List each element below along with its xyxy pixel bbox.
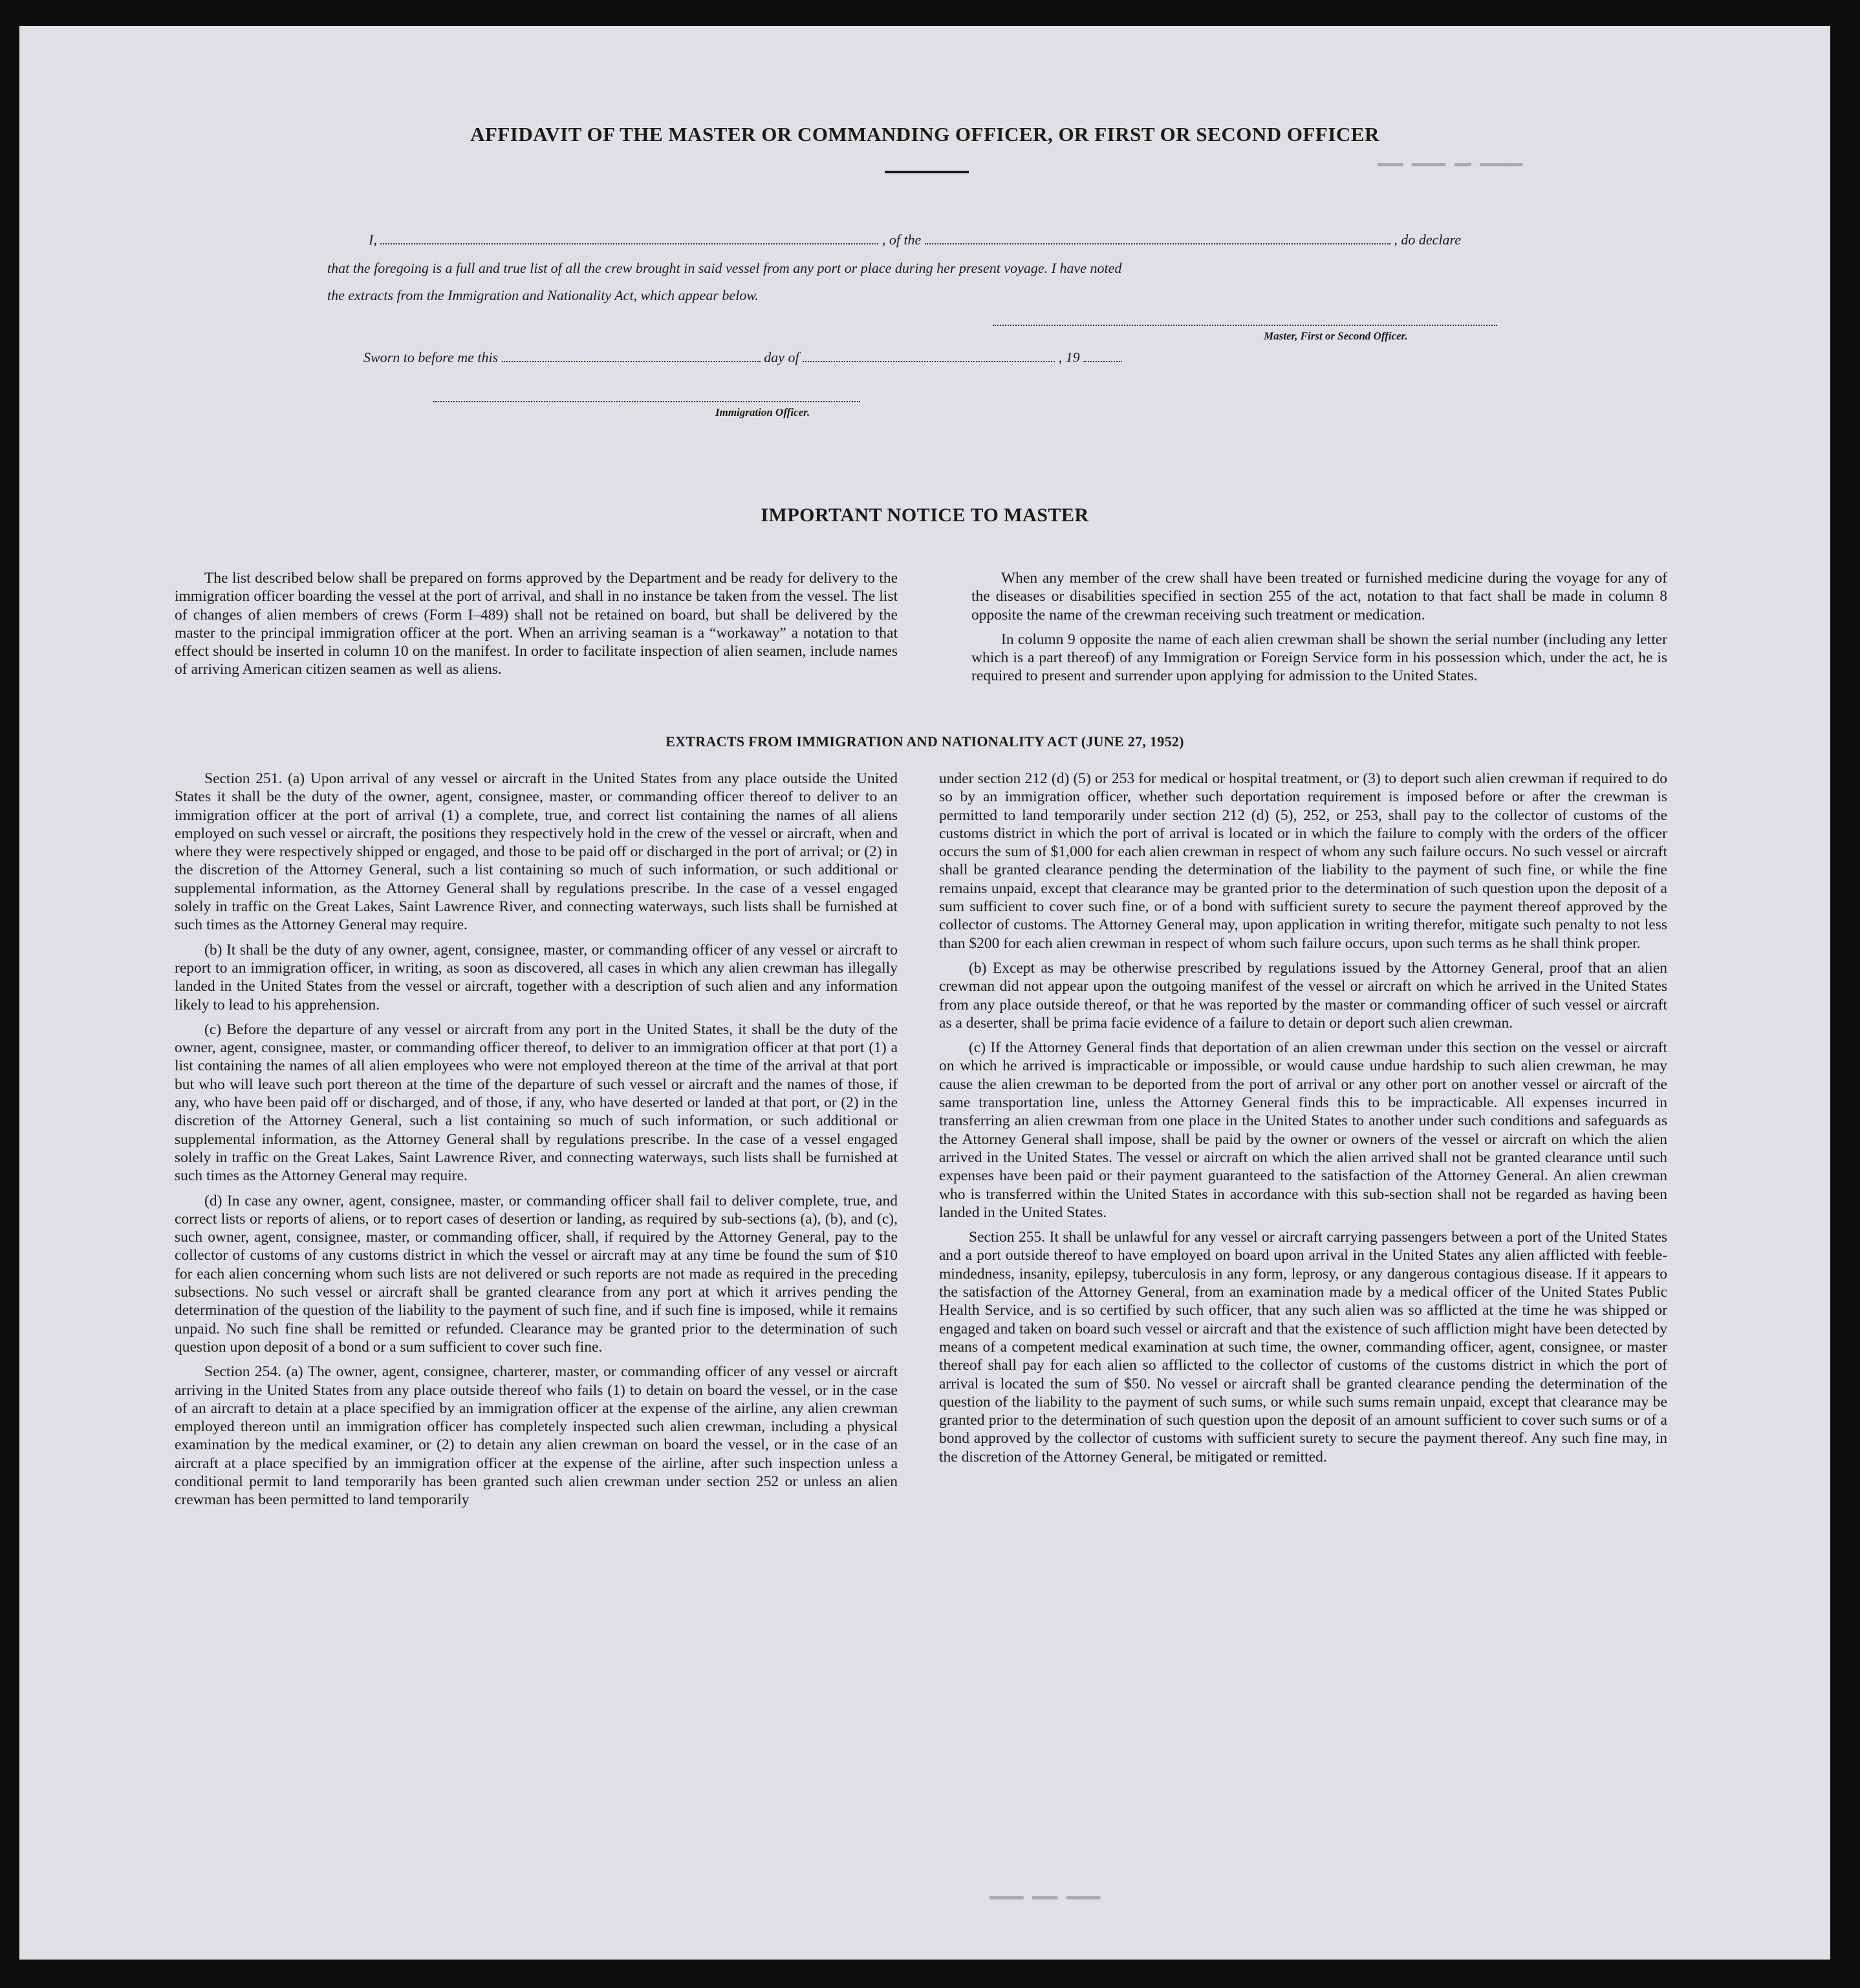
section-254b: (b) Except as may be otherwise prescribed by regulations issued by the Attorney General, proof that an alien crewman did not appear upon the outgoing manifest of the vessel or aircraft on which he arrived in the United States from any place outside thereof, or that he was reported by the master or commanding officer of such vessel or aircraft as a deserter, shall be prima facie evidence of a failure to detain or deport such alien crewman. [939,959,1667,1032]
section-254a-continued: under section 212 (d) (5) or 253 for medical or hospital treatment, or (3) to deport such alien crewman if required to do so by an immigration officer, whether such deportation requirement is imposed before or after the crewman is permitted to land temporarily under section 212 (d) (5), 252, or 253, shall pay to the collector of customs of the customs district in which the port of arrival is located or in which the failure to comply with the orders of the officer occurs the sum of $1,000 for each alien crewman in respect of whom any such failure occurs. No such vessel or aircraft shall be granted clearance pending the determination of the liability to the payment of such fine, or while the fine remains unpaid, except that clearance may be granted prior to the determination of such question upon the deposit of a sum sufficient to cover such fine, or of a bond with sufficient surety to secure the payment thereof approved by the collector of customs. The Attorney General may, upon application in writing therefor, mitigate such penalty to not less than $200 for each alien crewman in respect of whom such failure occurs, upon such terms as he shall think proper. [939,770,1667,952]
notice-title: IMPORTANT NOTICE TO MASTER [761,504,1089,526]
declaration-line [369,232,1461,248]
sworn-year-field[interactable] [1083,349,1122,362]
of-the-label: , of the [881,232,922,248]
notice-right-column [971,569,1667,692]
notice-left-column [175,569,898,686]
declaration-text: the extracts from the Immigration and Nationality Act, which appear below. [327,287,759,303]
affidavit-title: AFFIDAVIT OF THE MASTER OR COMMANDING OFFICER, OR FIRST OR SECOND OFFICER [470,123,1379,146]
notice-paragraph: The list described below shall be prepared on forms approved by the Department and be ready for delivery to the immigration officer boarding the vessel at the port of arrival, and shall in no instance be taken from the vessel. The list of changes of alien members of crews (Form I–489) shall not be retained on board, but shall be delivered by the master to the principal immigration officer at the port. When an arriving seaman is a “workaway” a notation to that effect should be inserted in column 10 on the manifest. In order to facilitate inspection of alien seamen, include names of arriving American citizen seamen as well as aliens. [175,570,898,678]
master-signature-line[interactable] [993,325,1497,326]
i-label: I, [369,232,377,248]
sworn-month-field[interactable] [803,349,1055,362]
section-254a: Section 254. (a) The owner, agent, consignee, charterer, master, or commanding officer of any vessel or aircraft arriving in the United States from any place outside thereof who fails (1) to detain on board the vessel, or in the case of an aircraft to detain at a place specified by an immigration officer at the expense of the airline, any alien crewman employed thereon until an immigration officer has completely inspected such alien crewman, including a physical examination by the medical examiner, or (2) to detain any alien crewman on board the vessel, or in the case of an aircraft at a place specified by an immigration officer at the expense of the airline, after such inspection unless a conditional permit to land temporarily has been granted such alien crewman under section 252 or unless an alien crewman has been permitted to land temporarily [175,1363,898,1509]
section-255: Section 255. It shall be unlawful for any vessel or aircraft carrying passengers between a port of the United States and a port outside thereof to have employed on board upon arrival in the United States any alien afflicted with feeble-mindedness, insanity, epilepsy, tuberculosis in any form, leprosy, or any dangerous contagious disease. If it appears to the satisfaction of the Attorney General, from an examination made by a medical officer of the United States Public Health Service, and is so certified by such officer, that any such alien was so afflicted at the time he was shipped or engaged and taken on board such vessel or aircraft and that the existence of such affliction might have been detected by means of a competent medical examination at such time, the owner, commanding officer, agent, consignee, or master thereof shall pay for each alien so afflicted to the collector of customs of the customs district in which the port of arrival is located the sum of $50. No vessel or aircraft shall be granted clearance pending the determination of the question of the liability to the payment of such sums, or while such sums remain unpaid, except that clearance may be granted prior to the determination of such question upon the deposit of an amount sufficient to cover such sums or of a bond approved by the collector of customs with sufficient surety to secure the payment thereof. Any such fine may, in the discretion of the Attorney General, be mitigated or remitted. [939,1229,1667,1465]
name-field[interactable] [380,232,878,244]
section-251b: (b) It shall be the duty of any owner, agent, consignee, master, or commanding officer of any vessel or aircraft to report to an immigration officer, in writing, as soon as discovered, all cases in which any alien crewman has illegally landed in the United States from the vessel or aircraft, together with a description of such alien and any information likely to lead to his apprehension. [175,941,898,1013]
officer-caption: Immigration Officer. [715,406,810,418]
day-of-label: day of [764,349,799,365]
extracts-right-column [939,770,1667,1473]
year-label: , 19 [1058,349,1080,365]
extracts-title: EXTRACTS FROM IMMIGRATION AND NATIONALITY ACT (JUNE 27, 1952) [665,733,1184,750]
master-caption: Master, First or Second Officer. [1264,330,1408,342]
declaration-text: that the foregoing is a full and true list of all the crew brought in said vessel from any port or place during her present voyage. I have noted [327,260,1122,276]
vessel-field[interactable] [925,232,1390,244]
extracts-left-column [175,770,898,1516]
section-251d: (d) In case any owner, agent, consignee, master, or commanding officer shall fail to deliver complete, true, and correct lists or reports of aliens, or to report cases of desertion or landing, as required by sub-sections (a), (b), and (c), such owner, agent, consignee, master, or commanding officer, shall, if required by the Attorney General, pay to the collector of customs of any customs district in which the vessel or aircraft may at any time be found the sum of $10 for each alien concerning whom such lists are not delivered or such reports are not made as required in the preceding subsections. No such vessel or aircraft shall be granted clearance from any port at which it arrives pending the determination of the question of the liability to the payment of such fine, and if such fine is imposed, while it remains unpaid. No such fine shall be remitted or refunded. Clearance may be granted prior to the determination of such question upon deposit of a bond or a sum sufficient to cover such fine. [175,1192,898,1356]
officer-signature-line[interactable] [433,401,860,402]
notice-paragraph: When any member of the crew shall have been treated or furnished medicine during the voyage for any of the diseases or disabilities specified in section 255 of the act, notation to that fact shall be made in column 8 opposite the name of the crewman receiving such treatment or medication. [971,570,1667,623]
section-251a: Section 251. (a) Upon arrival of any vessel or aircraft in the United States from any place outside the United States it shall be the duty of the owner, agent, consignee, master, or commanding officer thereof to deliver to an immigration officer at the port of arrival (1) a complete, true, and correct list containing the names of all aliens employed on such vessel or aircraft, the positions they respectively hold in the crew of the vessel or aircraft, when and where they were respectively shipped or engaged, and those to be paid off or discharged in the port of arrival; or (2) in the discretion of the Attorney General, such a list containing so much of such information, or such additional or supplemental information, as the Attorney General shall by regulations prescribe. In the case of a vessel engaged solely in traffic on the Great Lakes, Saint Lawrence River, and connecting waterways, such lists shall be furnished at such times as the Attorney General may require. [175,770,898,934]
do-declare-label: , do declare [1394,232,1461,248]
title-underline [885,171,969,173]
section-251c: (c) Before the departure of any vessel or aircraft from any port in the United States, it shall be the duty of the owner, agent, consignee, master, or commanding officer thereof, to deliver to an immigration officer at that port (1) a list containing the names of all alien employees who were not employed thereon at the time of the arrival at that port but who will leave such port thereon at the time of the departure of such vessel or aircraft and the names of those, if any, who have been paid off or discharged, and of those, if any, who have deserted or landed at that port, or (2) in the discretion of the Attorney General, such a list containing so much of such information, or such additional or supplemental information, as the Attorney General shall by regulations prescribe. In the case of a vessel engaged solely in traffic on the Great Lakes, Saint Lawrence River, and connecting waterways, such lists shall be furnished at such times as the Attorney General may require. [175,1021,898,1185]
section-254c: (c) If the Attorney General finds that deportation of an alien crewman under this section on the vessel or aircraft on which he arrived is impracticable or impossible, or would cause undue hardship to such alien crewman, he may cause the alien crewman to be deported from the port of arrival or any other port on another vessel or aircraft of the same transportation line, unless the Attorney General finds this to be impracticable. All expenses incurred in transferring an alien crewman from one place in the United States to another under such conditions and safeguards as the Attorney General shall impose, shall be paid by the owner or owners of the vessel or aircraft on which the alien arrived in the United States. The vessel or aircraft on which the alien arrived shall not be granted clearance until such expenses have been paid or their payment guaranteed to the satisfaction of the Attorney General. An alien crewman who is transferred within the United States in accordance with this sub-section shall not be regarded as having been landed in the United States. [939,1039,1667,1221]
document-page [19,26,1830,1960]
sworn-day-field[interactable] [502,349,761,362]
bleed-through-marks: ▬▬▬ ▬▬▬▬ ▬▬ ▬▬▬▬▬ [1378,155,1523,171]
notice-paragraph: In column 9 opposite the name of each alien crewman shall be shown the serial number (including any letter which is a part thereof) of any Immigration or Foreign Service form in his possession which, under the act, he is required to present and surrender upon applying for admission to the United States. [971,631,1667,685]
sworn-line [363,349,1122,366]
bleed-through-marks: ▬▬▬▬ ▬▬▬ ▬▬▬▬ [989,1888,1101,1905]
sworn-label: Sworn to before me this [363,349,499,365]
